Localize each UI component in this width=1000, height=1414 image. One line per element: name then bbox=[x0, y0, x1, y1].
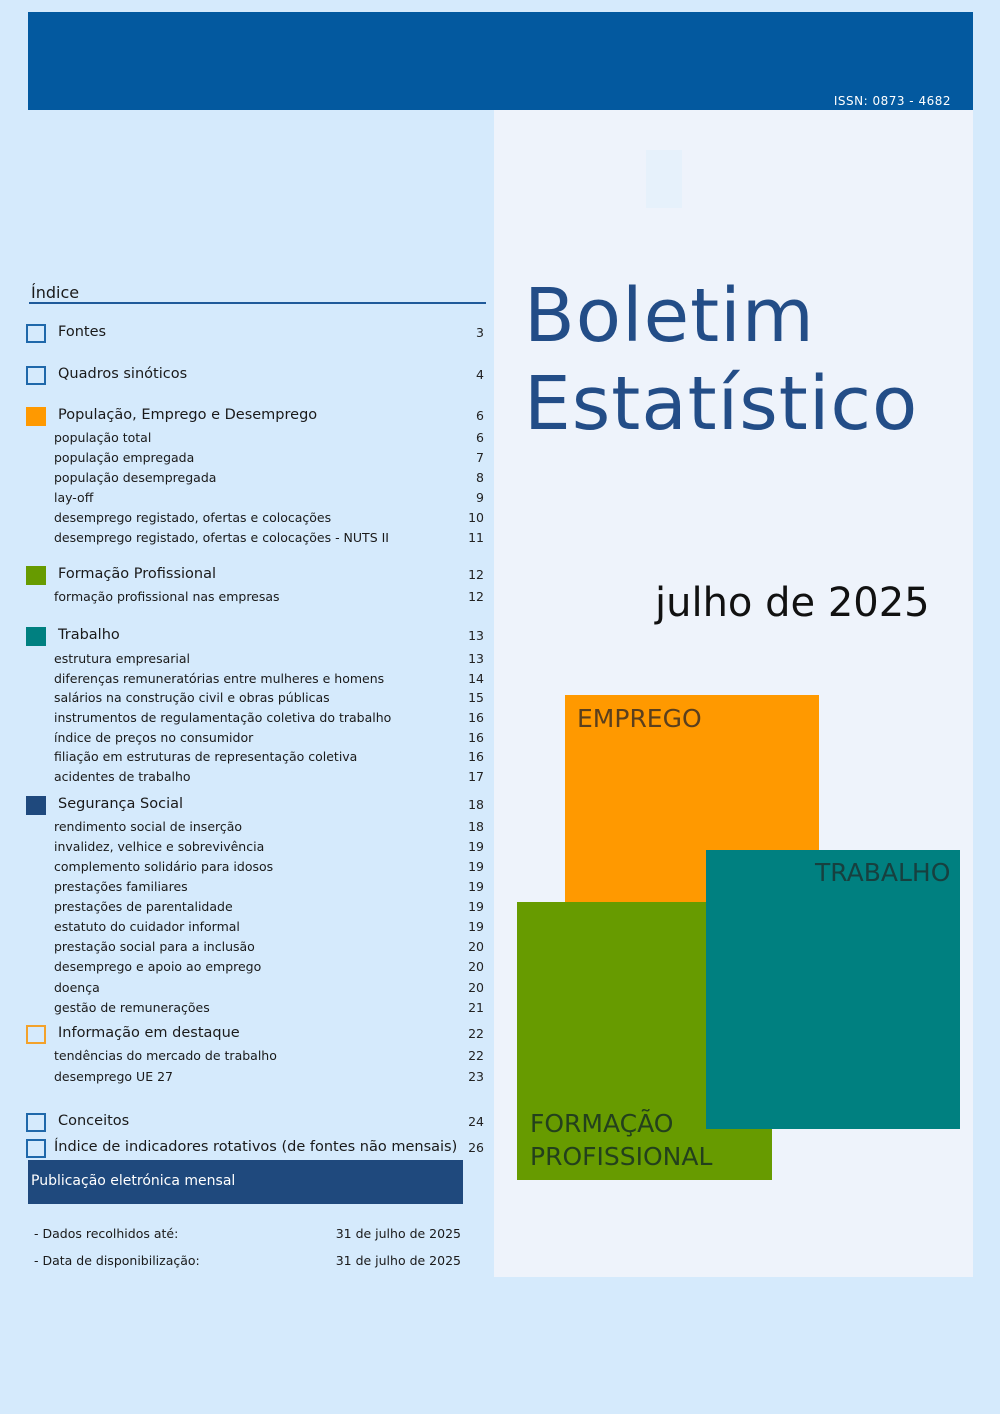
page-number: 18 bbox=[468, 819, 484, 834]
index-section-fontes[interactable] bbox=[26, 324, 486, 346]
item-label: gestão de remunerações bbox=[54, 1000, 210, 1015]
page-number: 26 bbox=[468, 1140, 484, 1155]
item-label: população total bbox=[54, 430, 152, 445]
index-section-destaque[interactable] bbox=[26, 1025, 486, 1047]
item-label: índice de preços no consumidor bbox=[54, 730, 254, 745]
index-item[interactable] bbox=[54, 859, 486, 877]
formacao-label-line-1: FORMAÇÃO bbox=[530, 1109, 674, 1138]
item-label: população desempregada bbox=[54, 470, 217, 485]
item-label: prestação social para a inclusão bbox=[54, 939, 255, 954]
section-label: População, Emprego e Desemprego bbox=[58, 407, 318, 423]
cover-title-line-2: Estatístico bbox=[524, 361, 919, 447]
availability-label: - Data de disponibilização: bbox=[34, 1253, 200, 1268]
section-label: Informação em destaque bbox=[58, 1025, 240, 1041]
index-item[interactable] bbox=[54, 980, 486, 998]
item-label: salários na construção civil e obras públicas bbox=[54, 690, 330, 705]
item-label: doença bbox=[54, 980, 100, 995]
section-label: Conceitos bbox=[58, 1113, 130, 1129]
page-number: 22 bbox=[468, 1048, 484, 1063]
index-item[interactable] bbox=[54, 470, 486, 488]
index-section-quadros[interactable] bbox=[26, 366, 486, 388]
item-label: invalidez, velhice e sobrevivência bbox=[54, 839, 265, 854]
item-label: diferenças remuneratórias entre mulheres e homens bbox=[54, 671, 385, 686]
section-label: Índice de indicadores rotativos (de fontes não mensais) bbox=[54, 1139, 458, 1155]
publication-banner bbox=[28, 1160, 463, 1204]
page-number: 20 bbox=[468, 980, 484, 995]
page-number: 19 bbox=[468, 879, 484, 894]
cover-title bbox=[524, 272, 918, 448]
page-number: 19 bbox=[468, 839, 484, 854]
item-label: formação profissional nas empresas bbox=[54, 589, 280, 604]
page-number: 23 bbox=[468, 1069, 484, 1084]
item-label: desemprego UE 27 bbox=[54, 1069, 173, 1084]
page-number: 16 bbox=[468, 710, 484, 725]
square-outline-icon bbox=[26, 366, 46, 385]
section-label: Fontes bbox=[58, 324, 107, 340]
green-square-icon bbox=[26, 566, 46, 585]
index-section-populacao[interactable] bbox=[26, 407, 486, 429]
index-item[interactable] bbox=[54, 651, 486, 669]
index-item[interactable] bbox=[54, 450, 486, 468]
issn-label: ISSN: 0873 - 4682 bbox=[833, 94, 951, 108]
page-number: 7 bbox=[476, 450, 484, 465]
item-label: acidentes de trabalho bbox=[54, 769, 191, 784]
item-label: estatuto do cuidador informal bbox=[54, 919, 240, 934]
square-outline-icon bbox=[26, 324, 46, 343]
page-number: 21 bbox=[468, 1000, 484, 1015]
index-item[interactable] bbox=[54, 589, 486, 607]
data-collected-label: - Dados recolhidos até: bbox=[34, 1226, 179, 1241]
index-item[interactable] bbox=[54, 879, 486, 897]
trabalho-label: TRABALHO bbox=[815, 858, 951, 887]
orange-outline-square-icon bbox=[26, 1025, 46, 1044]
data-collected-value: 31 de julho de 2025 bbox=[335, 1226, 461, 1241]
item-label: rendimento social de inserção bbox=[54, 819, 243, 834]
page-number: 20 bbox=[468, 959, 484, 974]
item-label: desemprego e apoio ao emprego bbox=[54, 959, 262, 974]
index-item[interactable] bbox=[54, 919, 486, 937]
index-item[interactable] bbox=[54, 959, 486, 977]
navy-square-icon bbox=[26, 796, 46, 815]
index-item[interactable] bbox=[54, 1000, 486, 1018]
index-item[interactable] bbox=[54, 690, 486, 708]
item-label: desemprego registado, ofertas e colocações bbox=[54, 510, 332, 525]
page-number: 4 bbox=[476, 367, 484, 382]
page-number: 24 bbox=[468, 1114, 484, 1129]
page-number: 12 bbox=[468, 567, 484, 582]
index-item[interactable] bbox=[54, 430, 486, 448]
index-item[interactable] bbox=[54, 490, 486, 508]
availability-value: 31 de julho de 2025 bbox=[335, 1253, 461, 1268]
page-number: 13 bbox=[468, 628, 484, 643]
section-label: Trabalho bbox=[58, 627, 120, 643]
page-number: 6 bbox=[476, 408, 484, 423]
item-label: prestações familiares bbox=[54, 879, 188, 894]
section-label: Quadros sinóticos bbox=[58, 366, 188, 382]
page-number: 19 bbox=[468, 919, 484, 934]
emprego-label: EMPREGO bbox=[577, 704, 702, 733]
page-number: 15 bbox=[468, 690, 484, 705]
index-item[interactable] bbox=[54, 1048, 486, 1066]
section-label: Formação Profissional bbox=[58, 566, 216, 582]
square-outline-icon bbox=[26, 1139, 46, 1158]
page-number: 19 bbox=[468, 859, 484, 874]
index-item[interactable] bbox=[54, 939, 486, 957]
index-item[interactable] bbox=[54, 530, 486, 548]
page-number: 13 bbox=[468, 651, 484, 666]
page-number: 20 bbox=[468, 939, 484, 954]
index-item[interactable] bbox=[54, 510, 486, 528]
square-outline-icon bbox=[26, 1113, 46, 1132]
index-heading: Índice bbox=[31, 283, 80, 302]
decorative-square bbox=[646, 150, 682, 208]
cover-title-line-1: Boletim bbox=[524, 273, 815, 359]
page-number: 17 bbox=[468, 769, 484, 784]
item-label: lay-off bbox=[54, 490, 94, 505]
formacao-label bbox=[530, 1107, 712, 1173]
data-collected-row bbox=[34, 1226, 464, 1244]
page-number: 11 bbox=[468, 530, 484, 545]
header-band bbox=[28, 12, 973, 110]
index-item[interactable] bbox=[54, 1069, 486, 1087]
page-number: 3 bbox=[476, 325, 484, 340]
index-item[interactable] bbox=[54, 899, 486, 917]
page-number: 6 bbox=[476, 430, 484, 445]
index-section-conceitos[interactable] bbox=[26, 1113, 486, 1135]
page-number: 10 bbox=[468, 510, 484, 525]
item-label: filiação em estruturas de representação coletiva bbox=[54, 749, 358, 764]
index-item[interactable] bbox=[54, 671, 486, 689]
orange-square-icon bbox=[26, 407, 46, 426]
page-number: 16 bbox=[468, 749, 484, 764]
index-item[interactable] bbox=[54, 769, 486, 787]
cover-date: julho de 2025 bbox=[655, 580, 930, 626]
page-number: 16 bbox=[468, 730, 484, 745]
index-section-indicadores[interactable] bbox=[26, 1139, 486, 1161]
item-label: estrutura empresarial bbox=[54, 651, 191, 666]
index-section-seguranca[interactable] bbox=[26, 796, 486, 818]
page-number: 8 bbox=[476, 470, 484, 485]
index-item[interactable] bbox=[54, 819, 486, 837]
item-label: complemento solidário para idosos bbox=[54, 859, 274, 874]
page-number: 9 bbox=[476, 490, 484, 505]
item-label: prestações de parentalidade bbox=[54, 899, 233, 914]
index-item[interactable] bbox=[54, 839, 486, 857]
formacao-label-line-2: PROFISSIONAL bbox=[530, 1142, 713, 1171]
index-item[interactable] bbox=[54, 710, 486, 728]
page-number: 12 bbox=[468, 589, 484, 604]
item-label: desemprego registado, ofertas e colocações - NUTS II bbox=[54, 530, 389, 545]
item-label: população empregada bbox=[54, 450, 195, 465]
index-divider bbox=[29, 302, 486, 304]
index-section-formacao[interactable] bbox=[26, 566, 486, 588]
teal-square-icon bbox=[26, 627, 46, 646]
page-number: 14 bbox=[468, 671, 484, 686]
trabalho-square bbox=[706, 850, 960, 1129]
section-label: Segurança Social bbox=[58, 796, 184, 812]
page-number: 22 bbox=[468, 1026, 484, 1041]
index-section-trabalho[interactable] bbox=[26, 627, 486, 649]
page-number: 19 bbox=[468, 899, 484, 914]
item-label: instrumentos de regulamentação coletiva do trabalho bbox=[54, 710, 392, 725]
item-label: tendências do mercado de trabalho bbox=[54, 1048, 277, 1063]
page-number: 18 bbox=[468, 797, 484, 812]
availability-row bbox=[34, 1253, 464, 1271]
index-item[interactable] bbox=[54, 749, 486, 767]
index-item[interactable] bbox=[54, 730, 486, 748]
publication-label: Publicação eletrónica mensal bbox=[31, 1173, 236, 1189]
